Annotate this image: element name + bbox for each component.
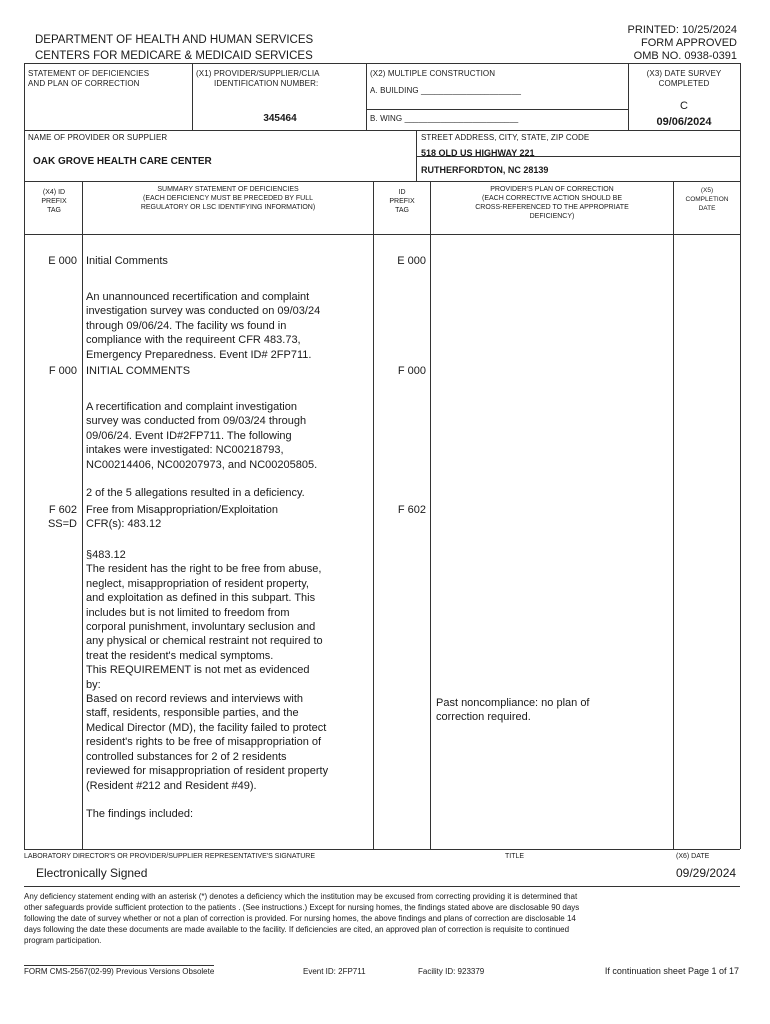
form-number: FORM CMS-2567(02-99) Previous Versions Obsolete (24, 967, 215, 976)
table-bottom-border (24, 849, 740, 850)
right-border (740, 63, 741, 849)
statement-label: STATEMENT OF DEFICIENCIES AND PLAN OF CORRECTION (28, 69, 150, 88)
x5-header: (X5) COMPLETION DATE (685, 187, 729, 212)
id-header: ID PREFIX TAG (389, 189, 415, 214)
signature-label: LABORATORY DIRECTOR'S OR PROVIDER/SUPPLIER REPRESENTATIVE'S SIGNATURE (24, 853, 316, 860)
signature-date: 09/29/2024 (676, 866, 737, 880)
address-line1: 518 OLD US HIGHWAY 221 (421, 148, 535, 158)
id-f602: F 602 (397, 504, 426, 516)
provider-name: OAK GROVE HEALTH CARE CENTER (33, 156, 212, 167)
summary-column-divider (373, 181, 374, 849)
plan-text-f602: Past noncompliance: no plan of correction required. (436, 697, 590, 724)
x3-divider (628, 63, 629, 130)
entry-text-f602: §483.12 The resident has the right to be free from abuse, neglect, misappropriation of resident property, and exploitation as defined in this subpart. This includes but is not limited to freedom from corporal punishment, involuntary seclusion and any physical or chemical restraint not required to treat the resident's medical symptoms. This REQUIREMENT is not met as evidenced by: Based on record reviews and interviews with staff, residents, responsible parties, and the Medical Director (MD), the facility failed to protect resident's rights to be free of misappropriation of controlled substances for 2 of 2 residents reviewed for misappropriation of resident property (Resident #212 and Resident #49). The findings included: (86, 549, 329, 821)
tag-e000: E 000 (48, 255, 77, 267)
survey-letter: C (680, 100, 688, 112)
title-label: TITLE (505, 853, 525, 860)
column-header-border (24, 234, 740, 235)
tag-column-divider (82, 181, 83, 849)
x1-label: (X1) PROVIDER/SUPPLIER/CLIA IDENTIFICATION NUMBER: (196, 69, 320, 88)
entry-text-e000: An unannounced recertification and complaint investigation survey was conducted on 09/03/24 through 09/06/24. The facility ws found in compliance with the requireent CFR 483.73, Emergency Preparedness. Event ID# 2FP711. (86, 291, 321, 361)
footer-facility-id: Facility ID: 923379 (418, 967, 485, 976)
department-name: DEPARTMENT OF HEALTH AND HUMAN SERVICES (35, 34, 314, 46)
entry-cfr-reference: CFR(s): 483.12 (86, 518, 162, 530)
x6-date-label: (X6) DATE (676, 853, 710, 860)
x2-label: (X2) MULTIPLE CONSTRUCTION (370, 69, 496, 78)
disclaimer-text: Any deficiency statement ending with an asterisk (*) denotes a deficiency which the institution may be excused from correcting providing it is determined that other safeguards provide sufficient protection to the patients . (See instructions.) Except for nursing homes, the findings stated above are disclosable 90 days following the date of survey whether or not a plan of correction is provided. For nursing homes, the above findings and plans of correction are disclosable 14 days following the date these documents are made available to the facility. If deficiencies are cited, an approved plan of correction is requisite to continued program participation. (24, 892, 580, 945)
continuation-sheet: If continuation sheet Page 1 of 17 (604, 966, 739, 976)
summary-header: SUMMARY STATEMENT OF DEFICIENCIES (EACH DEFICIENCY MUST BE PRECEDED BY FULL REGULATORY OR LSC IDENTIFYING INFORMATION) (140, 186, 316, 211)
section-border (24, 130, 740, 131)
address-line2: RUTHERFORDTON, NC 28139 (421, 165, 549, 175)
provider-label: NAME OF PROVIDER OR SUPPLIER (28, 133, 168, 142)
building-field: A. BUILDING ______________________ (370, 86, 522, 95)
x3-label: (X3) DATE SURVEY COMPLETED (646, 69, 722, 88)
signature-border (24, 886, 740, 887)
id-e000: E 000 (397, 255, 426, 267)
entry-title-initial-comments: Initial Comments (86, 255, 168, 267)
left-border (24, 63, 25, 849)
building-wing-divider (366, 109, 628, 110)
plan-header: PROVIDER'S PLAN OF CORRECTION (EACH CORRECTIVE ACTION SHOULD BE CROSS-REFERENCED TO THE APPROPRIATE DEFICIENCY) (475, 186, 629, 220)
provider-border (24, 181, 740, 182)
electronic-signature: Electronically Signed (36, 866, 148, 880)
address-label: STREET ADDRESS, CITY, STATE, ZIP CODE (421, 133, 590, 142)
tag-f000: F 000 (48, 365, 77, 377)
agency-name: CENTERS FOR MEDICARE & MEDICAID SERVICES (35, 50, 313, 62)
plan-column-divider (673, 181, 674, 849)
scope-severity: SS=D (47, 518, 77, 530)
id-f000: F 000 (397, 365, 426, 377)
provider-id-number: 345464 (263, 113, 297, 124)
printed-date: PRINTED: 10/25/2024 (627, 24, 737, 36)
x1-divider (192, 63, 193, 130)
footer-event-id: Event ID: 2FP711 (303, 967, 366, 976)
entry-title-initial-comments-f: INITIAL COMMENTS (86, 365, 191, 377)
survey-date: 09/06/2024 (656, 116, 712, 128)
tag-f602: F 602 (48, 504, 77, 516)
omb-number: OMB NO. 0938-0391 (633, 50, 737, 62)
entry-title-misappropriation: Free from Misappropriation/Exploitation (86, 504, 278, 516)
entry-text-f000: A recertification and complaint investigation survey was conducted from 09/03/24 through 09/06/24. Event ID#2FP711. The following intakes were investigated: NC00218793, NC00214406, NC00207973, and NC00205805. 2 of the 5 allegations resulted in a deficiency. (86, 401, 318, 500)
top-border (24, 63, 740, 64)
form-approved: FORM APPROVED (641, 37, 737, 49)
id-column-divider (430, 181, 431, 849)
address-divider-vertical (416, 130, 417, 181)
wing-field: B. WING _________________________ (370, 114, 519, 123)
x2-divider (366, 63, 367, 130)
x4-header: (X4) ID PREFIX TAG (41, 189, 67, 214)
